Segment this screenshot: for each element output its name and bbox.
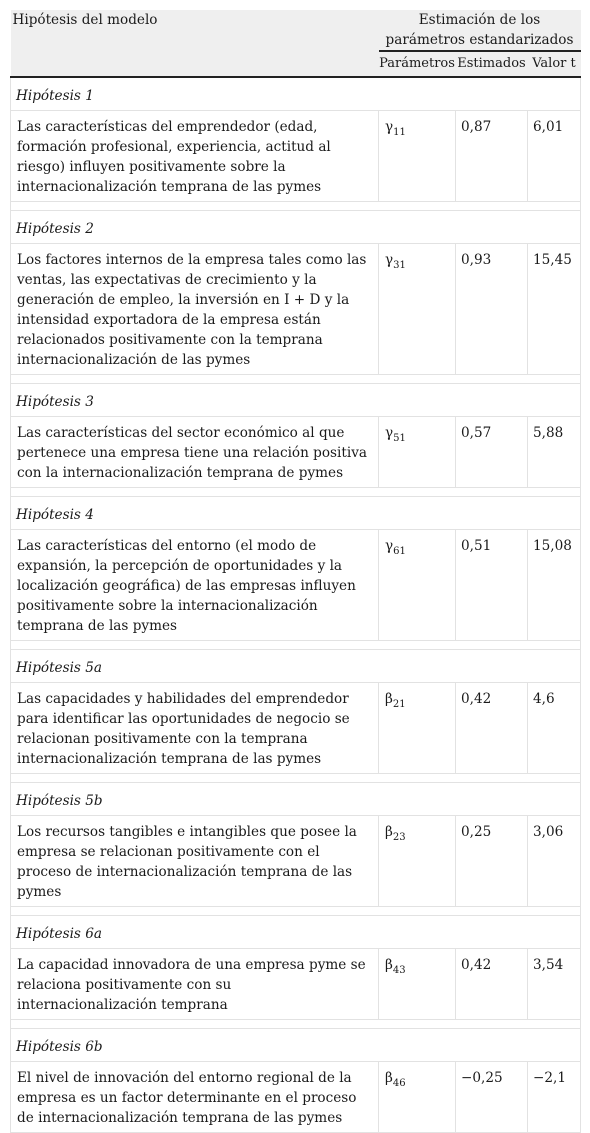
header-parameters: Parámetros [379, 51, 456, 77]
table-row [11, 530, 581, 641]
table-body [11, 77, 581, 1133]
parameter-subscript: 61 [393, 546, 406, 557]
hypothesis-title-row [11, 497, 581, 530]
parameter-subscript: 21 [392, 699, 406, 710]
row-spacer [11, 641, 581, 650]
parameter-symbol: β [385, 957, 393, 973]
row-spacer-cell [11, 488, 581, 497]
parameter-cell [379, 683, 456, 774]
hypothesis-title: Hipótesis 2 [11, 211, 581, 244]
parameter-subscript: 31 [393, 260, 406, 271]
row-spacer-cell [11, 1020, 581, 1029]
t-value: 6,01 [528, 111, 581, 202]
table-row [11, 244, 581, 375]
parameter-cell [379, 111, 456, 202]
hypothesis-title-row [11, 77, 581, 111]
estimate-value: 0,42 [456, 683, 528, 774]
parameter-subscript: 11 [393, 127, 406, 138]
table-row [11, 417, 581, 488]
t-value: 15,08 [528, 530, 581, 641]
row-spacer-cell [11, 907, 581, 916]
parameter-subscript: 46 [392, 1078, 406, 1089]
hypothesis-title: Hipótesis 1 [11, 77, 581, 111]
parameter-subscript: 23 [392, 832, 406, 843]
parameter-cell [379, 244, 456, 375]
hypothesis-description: Las características del entorno (el modo de expansión, la percepción de oportunidades y la localización geográfica) de las empresas influyen positivamente sobre la internacionalización temprana de las pymes [11, 530, 379, 641]
table-row [11, 949, 581, 1020]
hypothesis-title-row [11, 916, 581, 949]
hypothesis-description: Las características del emprendedor (edad, formación profesional, experiencia, actitud al riesgo) influyen positivamente sobre la internacionalización temprana de las pymes [11, 111, 379, 202]
parameter-cell [379, 530, 456, 641]
header-hypothesis: Hipótesis del modelo [11, 10, 379, 77]
hypothesis-title: Hipótesis 3 [11, 384, 581, 417]
hypothesis-title-row [11, 783, 581, 816]
estimate-value: −0,25 [456, 1062, 528, 1133]
row-spacer [11, 1020, 581, 1029]
row-spacer [11, 488, 581, 497]
row-spacer-cell [11, 375, 581, 384]
header-estimation-group: Estimación de los parámetros estandarizados [379, 10, 581, 51]
hypothesis-description: Las características del sector económico al que pertenece una empresa tiene una relación positiva con la internacionalización temprana de pymes [11, 417, 379, 488]
t-value: 3,54 [528, 949, 581, 1020]
parameter-symbol: β [385, 824, 393, 840]
parameter-subscript: 51 [393, 433, 406, 444]
parameter-subscript: 43 [392, 965, 406, 976]
hypothesis-title-row [11, 384, 581, 417]
parameter-symbol: γ [385, 425, 394, 441]
estimate-value: 0,93 [456, 244, 528, 375]
hypothesis-description: El nivel de innovación del entorno regional de la empresa es un factor determinante en el proceso de internacionalización temprana de las pymes [11, 1062, 379, 1133]
hypothesis-title: Hipótesis 5a [11, 650, 581, 683]
row-spacer [11, 907, 581, 916]
estimate-value: 0,57 [456, 417, 528, 488]
t-value: 15,45 [528, 244, 581, 375]
header-t-value: Valor t [528, 51, 581, 77]
row-spacer [11, 202, 581, 211]
hypothesis-description: Los recursos tangibles e intangibles que posee la empresa se relacionan positivamente con el proceso de internacionalización temprana de las pymes [11, 816, 379, 907]
hypothesis-description: La capacidad innovadora de una empresa pyme se relaciona positivamente con su internacionalización temprana [11, 949, 379, 1020]
table-row [11, 816, 581, 907]
estimate-value: 0,25 [456, 816, 528, 907]
hypothesis-title-row [11, 1029, 581, 1062]
t-value: −2,1 [528, 1062, 581, 1133]
parameter-cell [379, 1062, 456, 1133]
parameter-cell [379, 417, 456, 488]
hypotheses-table [10, 10, 581, 1133]
t-value: 3,06 [528, 816, 581, 907]
table-row [11, 1062, 581, 1133]
hypotheses-table-container [10, 10, 580, 1133]
estimate-value: 0,87 [456, 111, 528, 202]
row-spacer-cell [11, 774, 581, 783]
parameter-symbol: γ [385, 538, 394, 554]
row-spacer [11, 375, 581, 384]
hypothesis-title-row [11, 650, 581, 683]
hypothesis-title: Hipótesis 4 [11, 497, 581, 530]
estimate-value: 0,42 [456, 949, 528, 1020]
row-spacer-cell [11, 202, 581, 211]
parameter-symbol: β [385, 1070, 393, 1086]
hypothesis-description: Los factores internos de la empresa tales como las ventas, las expectativas de crecimiento y la generación de empleo, la inversión en I + D y la intensidad exportadora de la empresa están relacionados positivamente con la temprana internacionalización de las pymes [11, 244, 379, 375]
hypothesis-title: Hipótesis 5b [11, 783, 581, 816]
parameter-symbol: γ [385, 119, 394, 135]
hypothesis-title-row [11, 211, 581, 244]
hypothesis-description: Las capacidades y habilidades del emprendedor para identificar las oportunidades de negocio se relacionan positivamente con la temprana internacionalización temprana de las pymes [11, 683, 379, 774]
t-value: 5,88 [528, 417, 581, 488]
estimate-value: 0,51 [456, 530, 528, 641]
parameter-cell [379, 949, 456, 1020]
parameter-cell [379, 816, 456, 907]
parameter-symbol: β [385, 691, 393, 707]
table-row [11, 111, 581, 202]
t-value: 4,6 [528, 683, 581, 774]
parameter-symbol: γ [385, 252, 394, 268]
row-spacer-cell [11, 641, 581, 650]
hypothesis-title: Hipótesis 6a [11, 916, 581, 949]
header-estimates: Estimados [456, 51, 528, 77]
row-spacer [11, 774, 581, 783]
hypothesis-title: Hipótesis 6b [11, 1029, 581, 1062]
table-row [11, 683, 581, 774]
